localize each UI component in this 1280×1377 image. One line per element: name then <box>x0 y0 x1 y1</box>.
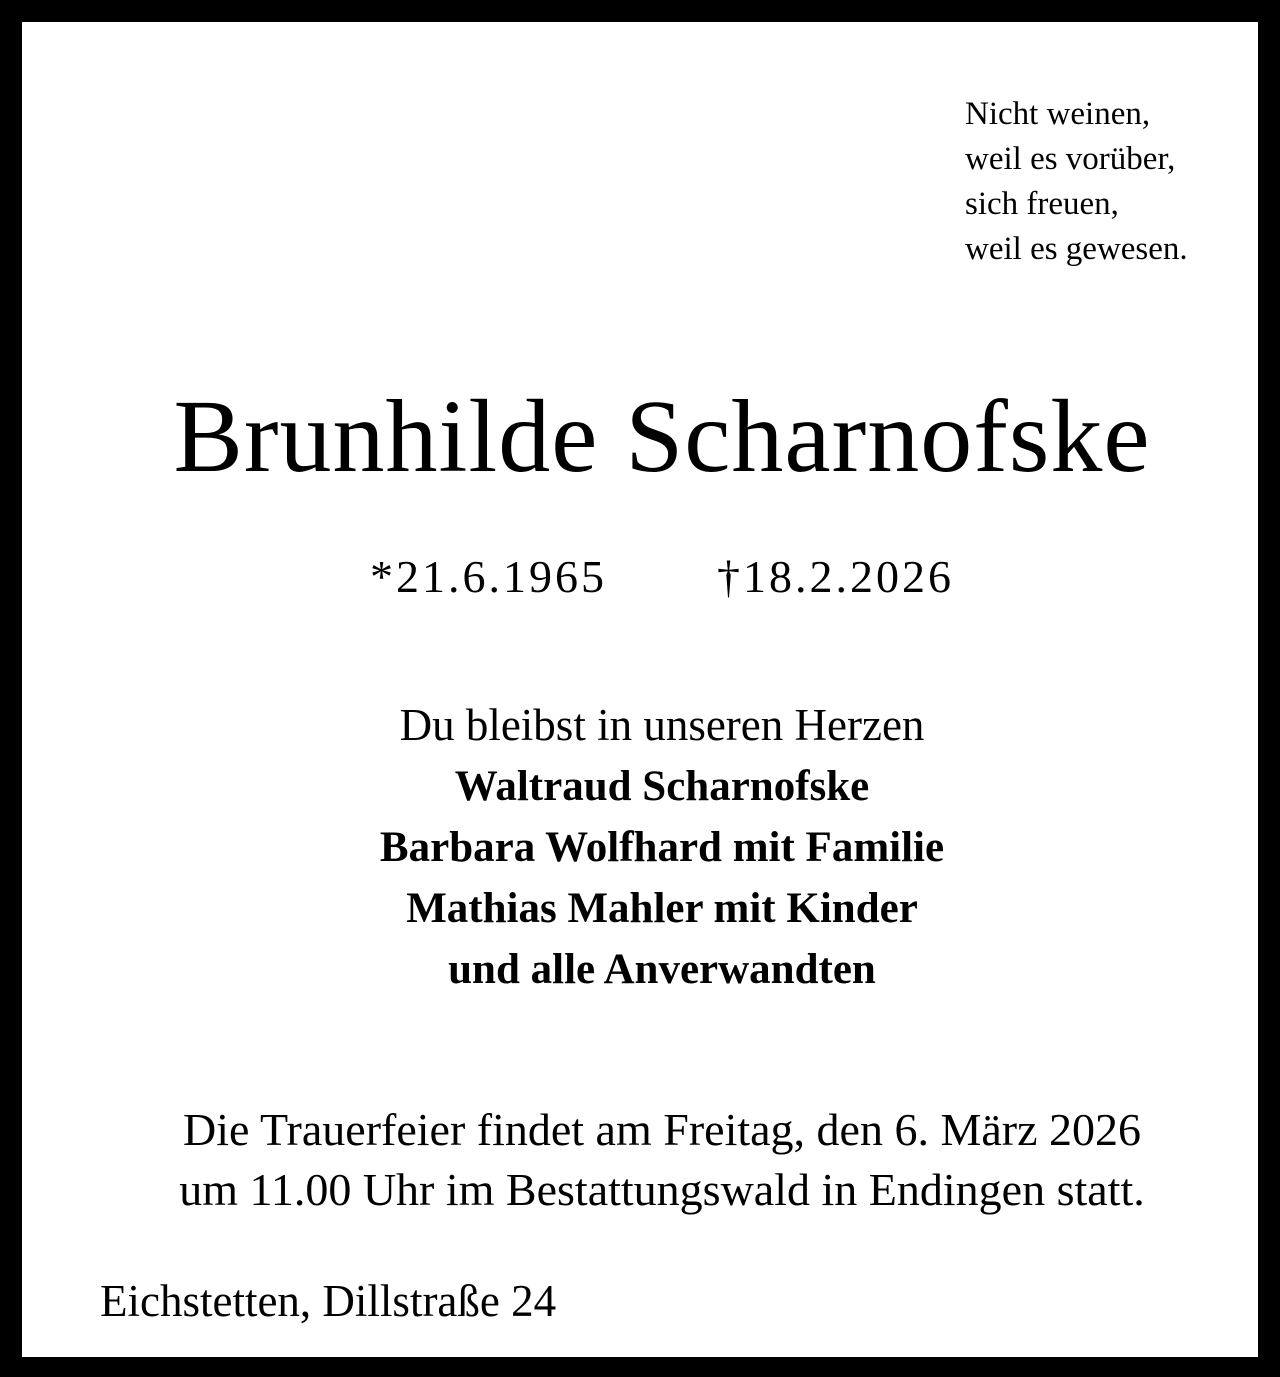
mourners-block <box>22 695 1280 1000</box>
death-date: †18.2.2026 <box>717 551 954 602</box>
mourner-name: Barbara Wolfhard mit Familie <box>379 824 945 871</box>
family-address: Eichstetten, Dillstraße 24 <box>100 1276 557 1326</box>
service-line: um 11.00 Uhr im Bestattungswald in Endingen statt. <box>179 1164 1145 1215</box>
motto-poem <box>965 92 1265 272</box>
motto-line: weil es vorüber, <box>965 141 1176 177</box>
motto-line: weil es gewesen. <box>965 231 1188 267</box>
mourner-name: und alle Anverwandten <box>448 946 876 993</box>
deceased-name: Brunhilde Scharnofske <box>173 379 1151 494</box>
motto-line: Nicht weinen, <box>965 96 1151 132</box>
birth-date: *21.6.1965 <box>370 551 607 602</box>
service-line: Die Trauerfeier findet am Freitag, den 6. März 2026 <box>182 1104 1142 1155</box>
life-dates <box>22 549 1280 605</box>
mourner-name: Mathias Mahler mit Kinder <box>406 885 918 932</box>
funeral-service-info <box>22 1100 1280 1220</box>
motto-line: sich freuen, <box>965 186 1119 222</box>
mourners-intro: Du bleibst in unseren Herzen <box>399 700 925 750</box>
mourner-name: Waltraud Scharnofske <box>454 763 870 810</box>
